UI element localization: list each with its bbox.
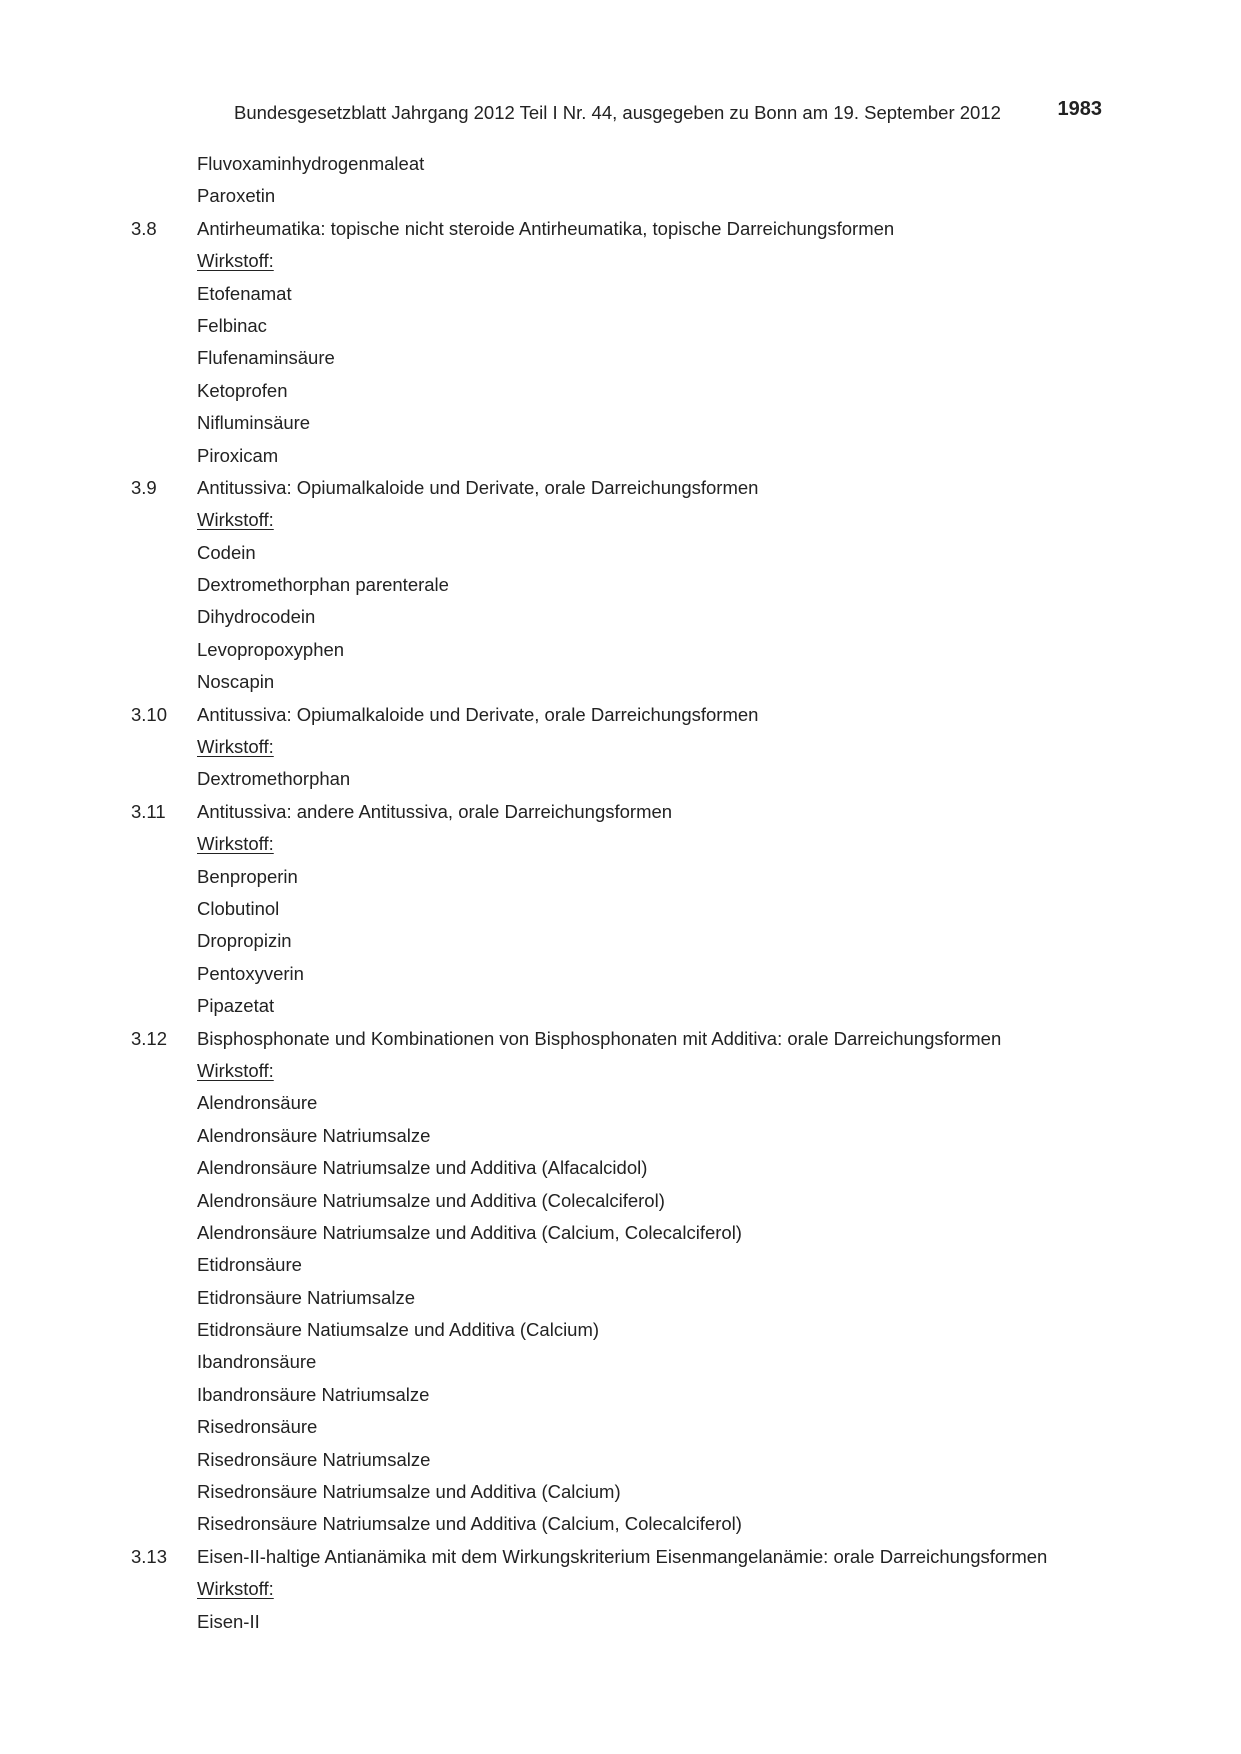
substance-name: Etidronsäure Natiumsalze und Additiva (Calcium) bbox=[197, 1319, 600, 1341]
section-number: 3.10 bbox=[131, 703, 168, 725]
list-item bbox=[0, 407, 1241, 439]
list-item bbox=[0, 634, 1241, 666]
list-item bbox=[0, 537, 1241, 569]
substance-name: Noscapin bbox=[197, 671, 275, 693]
wirkstoff-label: Wirkstoff: bbox=[197, 1059, 274, 1081]
wirkstoff-label-row bbox=[0, 504, 1241, 536]
substance-name: Dextromethorphan bbox=[197, 768, 351, 790]
section-heading-row bbox=[0, 699, 1241, 731]
list-item bbox=[0, 310, 1241, 342]
list-item bbox=[0, 1152, 1241, 1184]
section-heading-row bbox=[0, 796, 1241, 828]
list-item bbox=[0, 342, 1241, 374]
list-item bbox=[0, 1314, 1241, 1346]
list-item bbox=[0, 1087, 1241, 1119]
list-item bbox=[0, 958, 1241, 990]
section-heading-row bbox=[0, 1541, 1241, 1573]
section-title: Eisen-II-haltige Antianämika mit dem Wirkungskriterium Eisenmangelanämie: orale Darreichungsformen bbox=[197, 1545, 1048, 1567]
substance-name: Risedronsäure Natriumsalze bbox=[197, 1448, 431, 1470]
section-number: 3.13 bbox=[131, 1545, 168, 1567]
list-item bbox=[0, 375, 1241, 407]
section-heading-row bbox=[0, 1023, 1241, 1055]
substance-name: Pipazetat bbox=[197, 995, 275, 1017]
substance-name: Nifluminsäure bbox=[197, 412, 311, 434]
page-number: 1983 bbox=[1057, 98, 1102, 120]
list-item bbox=[0, 666, 1241, 698]
list-item bbox=[0, 861, 1241, 893]
wirkstoff-label-row bbox=[0, 1573, 1241, 1605]
substance-name: Levopropoxyphen bbox=[197, 638, 345, 660]
publication-title: Bundesgesetzblatt Jahrgang 2012 Teil I Nr. 44, ausgegeben zu Bonn am 19. September 2012 bbox=[234, 102, 1001, 123]
section-heading-row bbox=[0, 213, 1241, 245]
substance-name: Piroxicam bbox=[197, 444, 279, 466]
section-title: Antitussiva: andere Antitussiva, orale Darreichungsformen bbox=[197, 800, 673, 822]
substance-name: Felbinac bbox=[197, 314, 267, 336]
substance-name: Risedronsäure Natriumsalze und Additiva (Calcium, Colecalciferol) bbox=[197, 1513, 742, 1535]
section-title: Antitussiva: Opiumalkaloide und Derivate, orale Darreichungsformen bbox=[197, 703, 759, 725]
list-item bbox=[0, 1476, 1241, 1508]
wirkstoff-label: Wirkstoff: bbox=[197, 833, 274, 855]
substance-name: Ibandronsäure bbox=[197, 1351, 317, 1373]
substance-name: Codein bbox=[197, 541, 256, 563]
list-item bbox=[0, 1346, 1241, 1378]
list-item bbox=[0, 440, 1241, 472]
substance-name: Alendronsäure Natriumsalze bbox=[197, 1124, 431, 1146]
list-item bbox=[0, 925, 1241, 957]
substance-name: Etidronsäure Natriumsalze bbox=[197, 1286, 415, 1308]
wirkstoff-label: Wirkstoff: bbox=[197, 736, 274, 758]
substance-name: Flufenaminsäure bbox=[197, 347, 335, 369]
substance-name: Dextromethorphan parenterale bbox=[197, 574, 449, 596]
list-item bbox=[0, 569, 1241, 601]
substance-name: Alendronsäure bbox=[197, 1092, 318, 1114]
wirkstoff-label: Wirkstoff: bbox=[197, 509, 274, 531]
substance-name: Etidronsäure bbox=[197, 1254, 302, 1276]
substance-name: Paroxetin bbox=[197, 185, 276, 207]
page-header bbox=[234, 98, 1102, 128]
substance-name: Alendronsäure Natriumsalze und Additiva (Colecalciferol) bbox=[197, 1189, 665, 1211]
substance-name: Dropropizin bbox=[197, 930, 292, 952]
substance-name: Ibandronsäure Natriumsalze bbox=[197, 1383, 430, 1405]
substance-name: Fluvoxaminhydrogenmaleat bbox=[197, 153, 425, 174]
list-item bbox=[0, 1379, 1241, 1411]
list-item bbox=[0, 763, 1241, 795]
list-item bbox=[0, 1606, 1241, 1638]
substance-name: Benproperin bbox=[197, 865, 298, 887]
section-title: Bisphosphonate und Kombinationen von Bisphosphonaten mit Additiva: orale Darreichungsformen bbox=[197, 1027, 1002, 1049]
list-item bbox=[0, 278, 1241, 310]
substance-name: Etofenamat bbox=[197, 282, 292, 304]
substance-name: Alendronsäure Natriumsalze und Additiva (Calcium, Colecalciferol) bbox=[197, 1221, 742, 1243]
section-heading-row bbox=[0, 472, 1241, 504]
substance-name: Pentoxyverin bbox=[197, 962, 304, 984]
list-item bbox=[0, 601, 1241, 633]
substance-name: Ketoprofen bbox=[197, 379, 288, 401]
substance-name: Risedronsäure bbox=[197, 1416, 318, 1438]
list-item bbox=[0, 1282, 1241, 1314]
section-number: 3.12 bbox=[131, 1027, 168, 1049]
section-title: Antirheumatika: topische nicht steroide Antirheumatika, topische Darreichungsformen bbox=[197, 217, 895, 239]
wirkstoff-label: Wirkstoff: bbox=[197, 1578, 274, 1600]
list-item bbox=[0, 1508, 1241, 1540]
list-item bbox=[0, 1217, 1241, 1249]
substance-name: Eisen-II bbox=[197, 1610, 260, 1632]
section-number: 3.11 bbox=[131, 800, 166, 822]
list-item bbox=[0, 1185, 1241, 1217]
document-body bbox=[0, 148, 1241, 1638]
substance-name: Risedronsäure Natriumsalze und Additiva (Calcium) bbox=[197, 1481, 621, 1503]
wirkstoff-label-row bbox=[0, 245, 1241, 277]
wirkstoff-label-row bbox=[0, 1055, 1241, 1087]
wirkstoff-label-row bbox=[0, 828, 1241, 860]
section-number: 3.9 bbox=[131, 476, 157, 498]
list-item bbox=[0, 1120, 1241, 1152]
list-item bbox=[0, 180, 1241, 212]
list-item bbox=[0, 990, 1241, 1022]
substance-name: Alendronsäure Natriumsalze und Additiva (Alfacalcidol) bbox=[197, 1157, 648, 1179]
list-item bbox=[0, 148, 1241, 180]
wirkstoff-label-row bbox=[0, 731, 1241, 763]
list-item bbox=[0, 1249, 1241, 1281]
list-item bbox=[0, 1411, 1241, 1443]
section-title: Antitussiva: Opiumalkaloide und Derivate, orale Darreichungsformen bbox=[197, 476, 759, 498]
section-number: 3.8 bbox=[131, 217, 157, 239]
substance-name: Clobutinol bbox=[197, 897, 280, 919]
substance-name: Dihydrocodein bbox=[197, 606, 316, 628]
list-item bbox=[0, 1444, 1241, 1476]
list-item bbox=[0, 893, 1241, 925]
wirkstoff-label: Wirkstoff: bbox=[197, 250, 274, 272]
